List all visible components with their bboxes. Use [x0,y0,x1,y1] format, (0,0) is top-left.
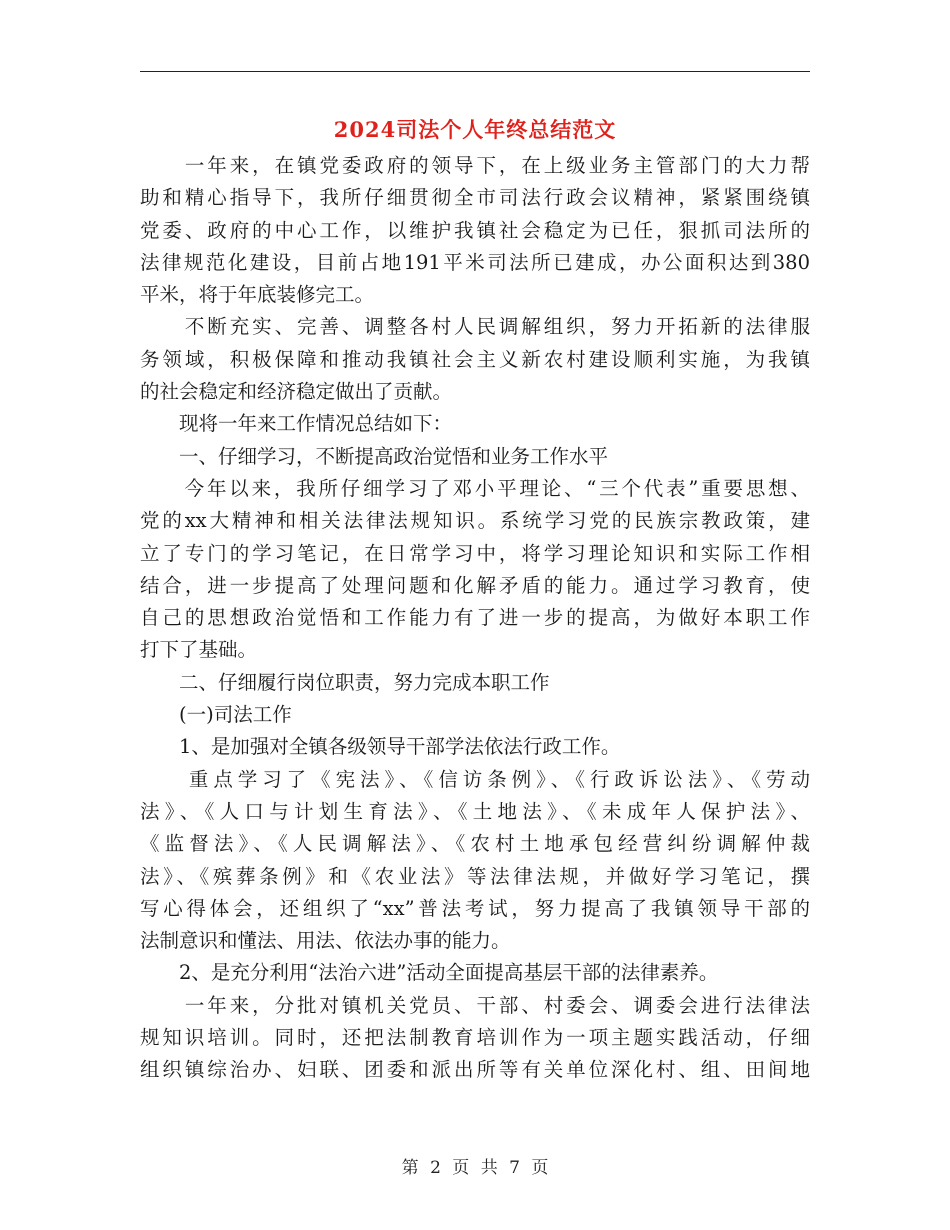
text-line: 今年以来，我所仔细学习了邓小平理论、“三个代表”重要思想、 [140,476,810,500]
text-line: 自己的思想政治觉悟和工作能力有了进一步的提高，为做好本职工作 [140,606,810,630]
text-line: 二、仔细履行岗位职责，努力完成本职工作 [140,670,550,694]
text-line: 1、是加强对全镇各级领导干部学法依法行政工作。 [140,735,621,759]
document-body [140,150,810,1087]
text-line: 法》、《人口与计划生育法》、《土地法》、《未成年人保护法》、 [140,799,810,823]
text-line: 一年来，在镇党委政府的领导下，在上级业务主管部门的大力帮 [140,154,810,177]
text-line: 现将一年来工作情况总结如下： [140,412,453,436]
text-line: (一)司法工作 [140,703,292,727]
text-line: 2、是充分利用“法治六进”活动全面提高基层干部的法律素养。 [140,961,719,985]
text-line: 法》、《殡葬条例》和《农业法》等法律法规，并做好学习笔记，撰 [140,864,810,888]
text-line: 一、仔细学习，不断提高政治觉悟和业务工作水平 [140,444,609,468]
document-title: 2024司法个人年终总结范文 [333,117,617,142]
text-line: 的社会稳定和经济稳定做出了贡献。 [140,380,453,404]
text-line: 务领域，积极保障和推动我镇社会主义新农村建设顺利实施，为我镇 [140,347,810,371]
text-line: 平米，将于年底装修完工。 [140,283,375,307]
text-line: 助和精心指导下，我所仔细贯彻全市司法行政会议精神，紧紧围绕镇 [140,186,810,210]
text-line: 结合，进一步提高了处理问题和化解矛盾的能力。通过学习教育，使 [140,573,810,597]
text-line: 立了专门的学习笔记，在日常学习中，将学习理论知识和实际工作相 [140,541,810,565]
text-line: 打下了基础。 [140,638,258,662]
text-line: 写心得体会，还组织了“xx”普法考试，努力提高了我镇领导干部的 [140,896,810,920]
page-number: 第 2 页 共 7 页 [401,1158,549,1178]
text-line: 组织镇综治办、妇联、团委和派出所等有关单位深化村、组、田间地 [140,1058,810,1082]
text-line: 一年来，分批对镇机关党员、干部、村委会、调委会进行法律法 [140,993,810,1017]
text-line: 法制意识和懂法、用法、依法办事的能力。 [140,929,511,953]
text-line: 不断充实、完善、调整各村人民调解组织，努力开拓新的法律服 [140,315,810,339]
text-line: 《监督法》、《人民调解法》、《农村土地承包经营纠纷调解仲裁 [140,832,810,856]
text-line: 规知识培训。同时，还把法制教育培训作为一项主题实践活动，仔细 [140,1026,810,1050]
text-line: 法律规范化建设，目前占地191平米司法所已建成，办公面积达到380 [140,250,810,274]
text-line: 党委、政府的中心工作，以维护我镇社会稳定为已任，狠抓司法所的 [140,218,810,242]
header-rule [140,71,810,72]
text-line: 党的xx大精神和相关法律法规知识。系统学习党的民族宗教政策，建 [140,509,810,533]
text-line: 重点学习了《宪法》、《信访条例》、《行政诉讼法》、《劳动 [140,767,810,791]
